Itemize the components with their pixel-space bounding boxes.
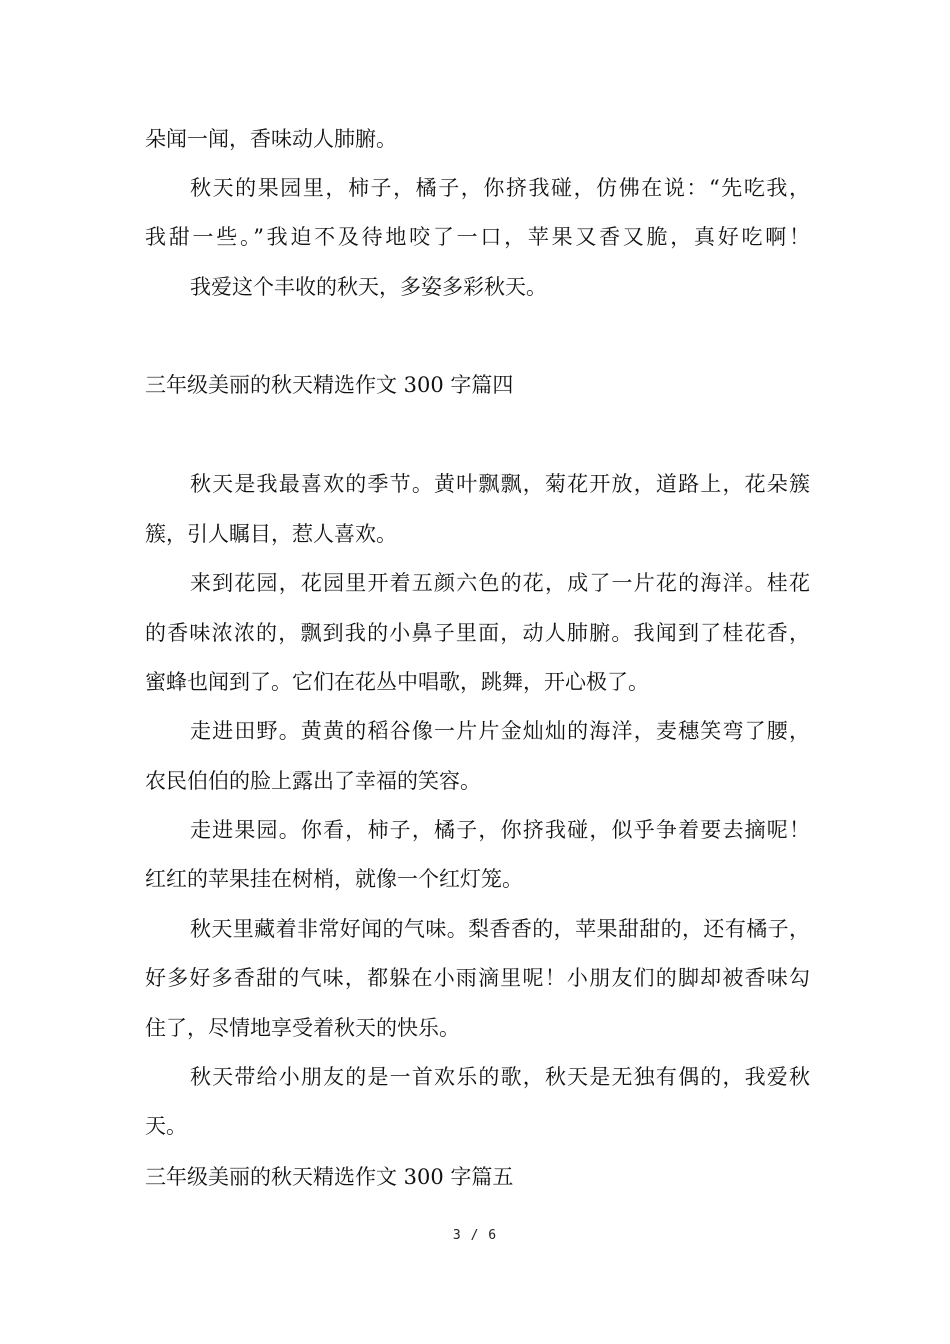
paragraph-line: 秋天是我最喜欢的季节。黄叶飘飘，菊花开放，道路上，花朵簇 [190,472,810,496]
paragraph-line: 秋天带给小朋友的是一首欢乐的歌，秋天是无独有偶的，我爱秋 [190,1065,810,1089]
paragraph-line: 红红的苹果挂在树梢，就像一个红灯笼。 [145,867,523,891]
paragraph-line: 来到花园，花园里开着五颜六色的花，成了一片花的海洋。桂花 [190,571,810,595]
paragraph-line: 住了，尽情地享受着秋天的快乐。 [145,1016,460,1040]
section-heading: 三年级美丽的秋天精选作文 300 字篇五 [145,1165,514,1189]
paragraph-line: 我甜一些。”我迫不及待地咬了一口，苹果又香又脆，真好吃啊！ [145,225,810,249]
paragraph-line: 簇，引人瞩目，惹人喜欢。 [145,522,397,546]
paragraph-line: 秋天的果园里，柿子，橘子，你挤我碰，仿佛在说：“先吃我， [190,176,810,200]
paragraph-line: 的香味浓浓的，飘到我的小鼻子里面，动人肺腑。我闻到了桂花香， [145,621,810,645]
paragraph-line: 好多好多香甜的气味，都躲在小雨滴里呢！小朋友们的脚却被香味勾 [145,966,810,990]
paragraph-line: 我爱这个丰收的秋天，多姿多彩秋天。 [190,275,547,299]
paragraph-line: 天。 [145,1114,187,1138]
section-heading: 三年级美丽的秋天精选作文 300 字篇四 [145,373,514,397]
paragraph-line: 朵闻一闻，香味动人肺腑。 [145,127,397,151]
paragraph-line: 秋天里藏着非常好闻的气味。梨香香的，苹果甜甜的，还有橘子， [190,917,810,941]
paragraph-line: 走进田野。黄黄的稻谷像一片片金灿灿的海洋，麦穗笑弯了腰， [190,719,810,743]
paragraph-line: 农民伯伯的脸上露出了幸福的笑容。 [145,769,481,793]
paragraph-line: 蜜蜂也闻到了。它们在花丛中唱歌，跳舞，开心极了。 [145,670,649,694]
page-number: 3 / 6 [452,1228,498,1243]
paragraph-line: 走进果园。你看，柿子，橘子，你挤我碰，似乎争着要去摘呢！ [190,818,810,842]
